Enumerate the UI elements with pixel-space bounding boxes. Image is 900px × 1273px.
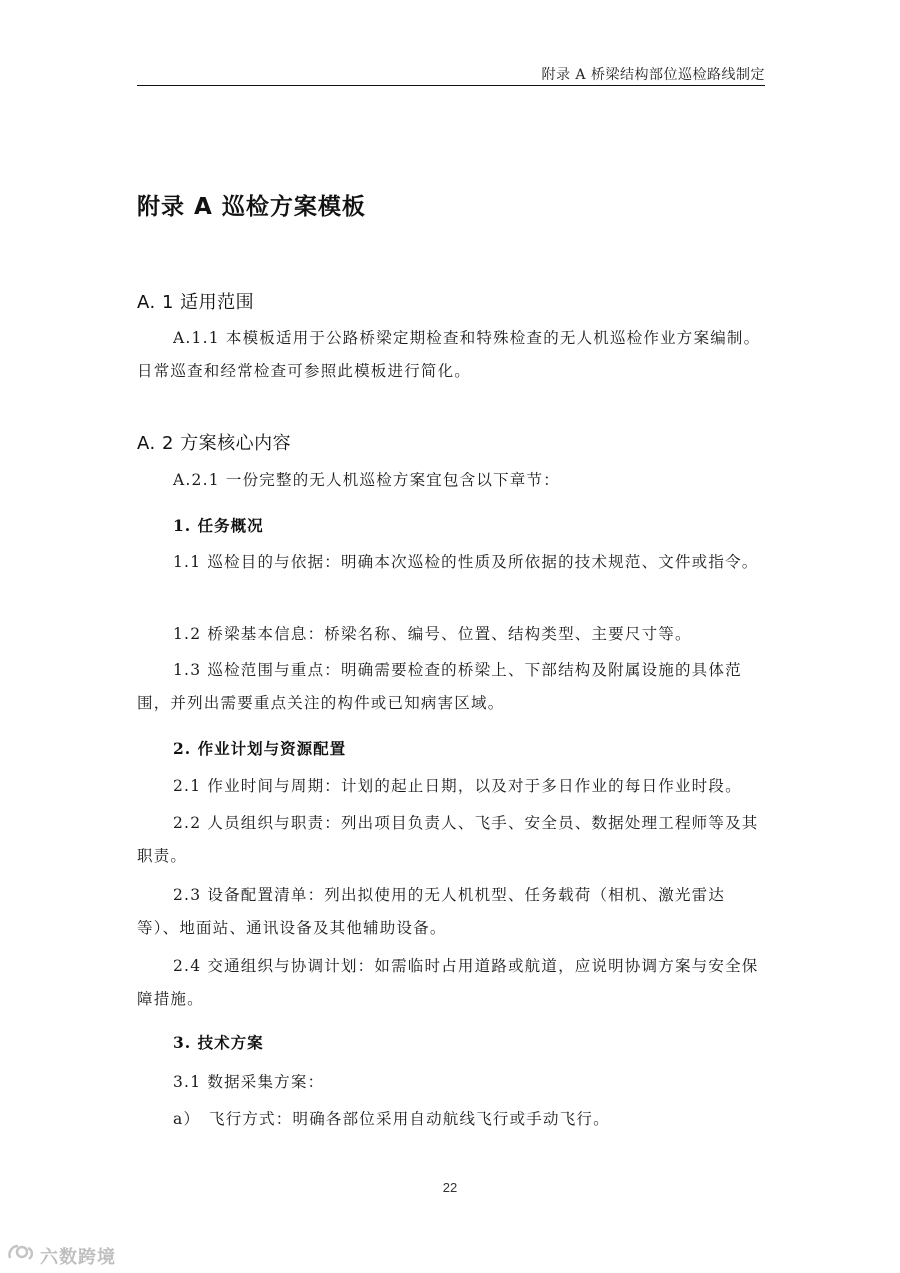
chapter2-title: 2. 作业计划与资源配置 (173, 739, 347, 758)
list-item-a (173, 1107, 610, 1129)
paragraph-2-4: 2.4 交通组织与协调计划：如需临时占用道路或航道，应说明协调方案与安全保障措施。 (137, 957, 759, 1008)
paragraph-2-2: 2.2 人员组织与职责：列出项目负责人、飞手、安全员、数据处理工程师等及其职责。 (137, 814, 759, 865)
paragraph-3-1: 3.1 数据采集方案： (173, 1073, 325, 1091)
paragraph-a1-1: A.1.1 本模板适用于公路桥梁定期检查和特殊检查的无人机巡检作业方案编制。日常巡查和经常检查可参照此模板进行简化。 (137, 329, 761, 380)
paragraph-a2-1: A.2.1 一份完整的无人机巡检方案宜包含以下章节： (173, 471, 560, 489)
chapter1-title: 1. 任务概况 (173, 516, 264, 535)
list-text-a: 飞行方式：明确各部位采用自动航线飞行或手动飞行。 (209, 1110, 610, 1128)
watermark (6, 1242, 116, 1269)
section-a1-title: A. 1 适用范围 (137, 292, 255, 313)
page-number: 22 (442, 1180, 458, 1195)
running-header: 附录 A 桥梁结构部位巡检路线制定 (541, 67, 765, 83)
paragraph-2-1: 2.1 作业时间与周期：计划的起止日期，以及对于多日作业的每日作业时段。 (173, 777, 742, 795)
paragraph-2-3: 2.3 设备配置清单：列出拟使用的无人机机型、任务载荷（相机、激光雷达等）、地面站、通讯设备及其他辅助设备。 (137, 886, 726, 937)
section-a2-title: A. 2 方案核心内容 (137, 433, 292, 454)
paragraph-1-2: 1.2 桥梁基本信息：桥梁名称、编号、位置、结构类型、主要尺寸等。 (173, 625, 692, 643)
paragraph-1-3: 1.3 巡检范围与重点：明确需要检查的桥梁上、下部结构及附属设施的具体范围，并列出需要重点关注的构件或已知病害区域。 (137, 661, 742, 712)
logo-icon (6, 1242, 40, 1269)
watermark-text: 六数跨境 (40, 1246, 116, 1268)
header-rule (137, 85, 765, 86)
appendix-title: 附录 A 巡检方案模板 (137, 194, 366, 220)
paragraph-1-1: 1.1 巡检目的与依据：明确本次巡检的性质及所依据的技术规范、文件或指令。 (173, 553, 759, 571)
chapter3-title: 3. 技术方案 (173, 1033, 264, 1052)
list-marker-a: a） (173, 1110, 201, 1128)
